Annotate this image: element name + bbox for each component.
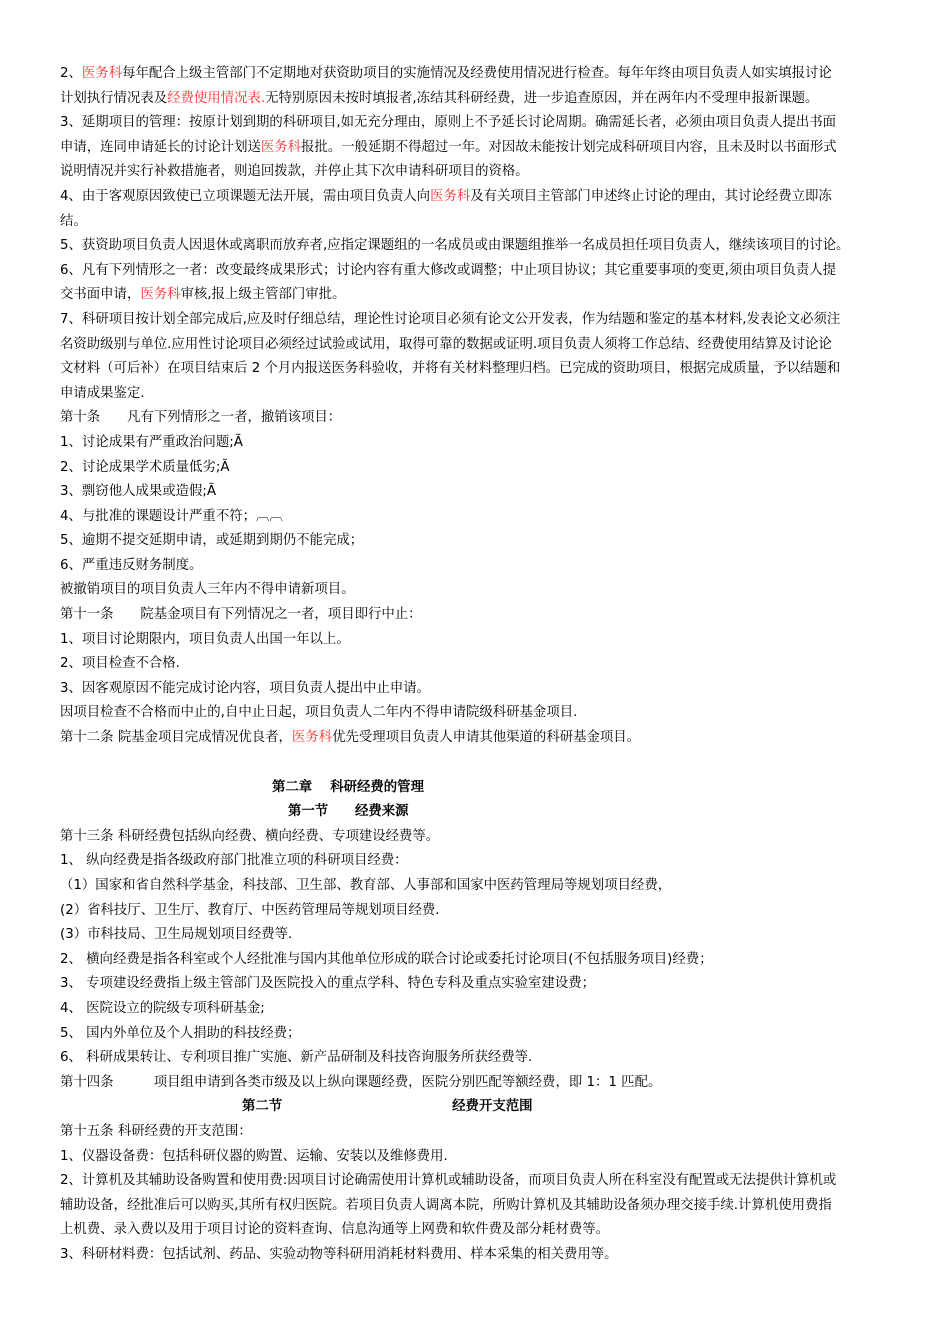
- section-title: 第一节 经费来源: [288, 804, 409, 820]
- article-heading: 第十条 凡有下列情形之一者，撤销该项目：: [60, 410, 342, 426]
- highlighted-text: 医务科: [260, 139, 302, 155]
- list-item: 5、逾期不提交延期申请，或延期到期仍不能完成；: [60, 533, 364, 549]
- chapter-title: 第二章 科研经费的管理: [272, 779, 424, 795]
- paragraph-line: 申请，连同申请延长的讨论计划送医务科报批。一般延期不得超过一年。对因故未能按计划完成科研项目内容，且未及时以书面形式: [60, 139, 837, 155]
- list-item: 5、 国内外单位及个人捐助的科技经费；: [60, 1025, 301, 1041]
- paragraph-line: 上机费、录入费以及用于项目讨论的资料查询、信息沟通等上网费和软件费及部分耗材费等。: [60, 1222, 610, 1238]
- paragraph-line: 因项目检查不合格而中止的,自中止日起，项目负责人二年内不得申请院级科研基金项目.: [60, 705, 578, 721]
- paragraph-line: 说明情况并实行补救措施者，则追回拨款，并停止其下次申请科研项目的资格。: [60, 164, 529, 180]
- list-item: 2、讨论成果学术质量低劣;Ã: [60, 459, 230, 475]
- list-item: (2）省科技厅、卫生厅、教育厅、中医药管理局等规划项目经费.: [60, 902, 440, 918]
- list-item: （1）国家和省自然科学基金，科技部、卫生部、教育部、人事部和国家中医药管理局等规划项目经费，: [60, 878, 672, 893]
- paragraph-line: 辅助设备，经批准后可以购买,其所有权归医院。若项目负责人调离本院，所购计算机及其辅助设备须办理交接手续.计算机使用费指: [60, 1197, 832, 1213]
- highlighted-text: 医务科: [430, 188, 471, 204]
- paragraph-line: 5、获资助项目负责人因退休或离职而放弃者,应指定课题组的一名成员或由课题组推举一名成员担任项目负责人，继续该项目的讨论。: [60, 238, 850, 254]
- paragraph-line: 名资助级别与单位.应用性讨论项目必须经过试验或试用，取得可靠的数据或证明.项目负责人须将工作总结、经费使用结算及讨论论: [60, 336, 832, 352]
- paragraph-line: 2、医务科每年配合上级主管部门不定期地对获资助项目的实施情况及经费使用情况进行检查。每年年终由项目负责人如实填报讨论: [60, 66, 832, 81]
- paragraph-line: 被撤销项目的项目负责人三年内不得申请新项目。: [60, 582, 355, 598]
- paragraph-line: 交书面申请，医务科审核,报上级主管部门审批。: [60, 287, 346, 303]
- list-item: 2、项目检查不合格.: [60, 656, 180, 672]
- list-item: 3、 专项建设经费指上级主管部门及医院投入的重点学科、特色专科及重点实验室建设费；: [60, 976, 596, 992]
- paragraph-line: 3、延期项目的管理：按原计划到期的科研项目,如无充分理由，原则上不予延长讨论周期。确需延长者，必须由项目负责人提出书面: [60, 115, 837, 131]
- paragraph-line: 3、科研材料费：包括试剂、药品、实验动物等科研用消耗材料费用、样本采集的相关费用等。: [60, 1246, 618, 1262]
- paragraph-line: 计划执行情况表及经费使用情况表.无特别原因未按时填报者,冻结其科研经费，进一步追查原因，并在两年内不受理申报新课题。: [60, 90, 819, 106]
- list-item: 3、剽窃他人成果或造假;Ã: [60, 484, 217, 500]
- paragraph-line: 第十二条 院基金项目完成情况优良者，医务科优先受理项目负责人申请其他渠道的科研基金项目。: [60, 730, 641, 746]
- list-item: 4、 医院设立的院级专项科研基金;: [60, 1000, 265, 1016]
- highlighted-text: 医务科: [140, 287, 181, 303]
- paragraph-line: 7、科研项目按计划全部完成后,应及时仔细总结，理论性讨论项目必须有论文公开发表，作为结题和鉴定的基本材料,发表论文必须注: [60, 311, 841, 327]
- highlighted-text: 医务科: [81, 66, 123, 81]
- list-item: 2、 横向经费是指各科室或个人经批准与国内其他单位形成的联合讨论或委托讨论项目(不包括服务项目)经费；: [60, 951, 713, 967]
- article-heading: 第十一条 院基金项目有下列情况之一者，项目即行中止：: [60, 607, 422, 623]
- paragraph-line: 结。: [60, 213, 87, 229]
- list-item: (3）市科技局、卫生局规划项目经费等.: [60, 927, 293, 943]
- list-item: 1、讨论成果有严重政治问题;Ã: [60, 434, 243, 450]
- list-item: 6、严重违反财务制度。: [60, 557, 203, 573]
- list-item: 4、与批准的课题设计严重不符；︹︹: [60, 508, 283, 524]
- list-item: 1、项目讨论期限内，项目负责人出国一年以上。: [60, 631, 350, 647]
- paragraph-line: 2、计算机及其辅助设备购置和使用费:因项目讨论确需使用计算机或辅助设备，而项目负责人所在科室没有配置或无法提供计算机或: [60, 1173, 837, 1189]
- article-heading: 第十四条 项目组申请到各类市级及以上纵向课题经费，医院分别匹配等额经费，即 1：1 匹配。: [60, 1074, 662, 1090]
- list-item: 1、 纵向经费是指各级政府部门批准立项的科研项目经费：: [60, 853, 408, 869]
- paragraph-line: 6、凡有下列情形之一者：改变最终成果形式；讨论内容有重大修改或调整；中止项目协议；其它重要事项的变更,须由项目负责人提: [60, 262, 837, 278]
- list-item: 3、因客观原因不能完成讨论内容，项目负责人提出中止申请。: [60, 680, 431, 696]
- list-item: 1、仪器设备费：包括科研仪器的购置、运输、安装以及维修费用.: [60, 1148, 448, 1164]
- list-item: 6、 科研成果转让、专利项目推广实施、新产品研制及科技咨询服务所获经费等.: [60, 1050, 533, 1066]
- paragraph-line: 4、由于客观原因致使已立项课题无法开展，需由项目负责人向医务科及有关项目主管部门申述终止讨论的理由，其讨论经费立即冻: [60, 188, 832, 204]
- document-page: [60, 62, 900, 1268]
- article-heading: 第十三条 科研经费包括纵向经费、横向经费、专项建设经费等。: [60, 828, 440, 844]
- paragraph-line: 文材料（可后补）在项目结束后 2 个月内报送医务科验收，并将有关材料整理归档。已完成的资助项目，根据完成质量，予以结题和: [60, 361, 841, 377]
- section-title: 第二节 经费开支范围: [242, 1099, 533, 1115]
- spacer: [60, 751, 900, 776]
- highlighted-text: 经费使用情况表.: [167, 90, 266, 106]
- highlighted-text: 医务科: [291, 730, 333, 746]
- article-heading: 第十五条 科研经费的开支范围：: [60, 1123, 252, 1139]
- paragraph-line: 申请成果鉴定.: [60, 385, 145, 401]
